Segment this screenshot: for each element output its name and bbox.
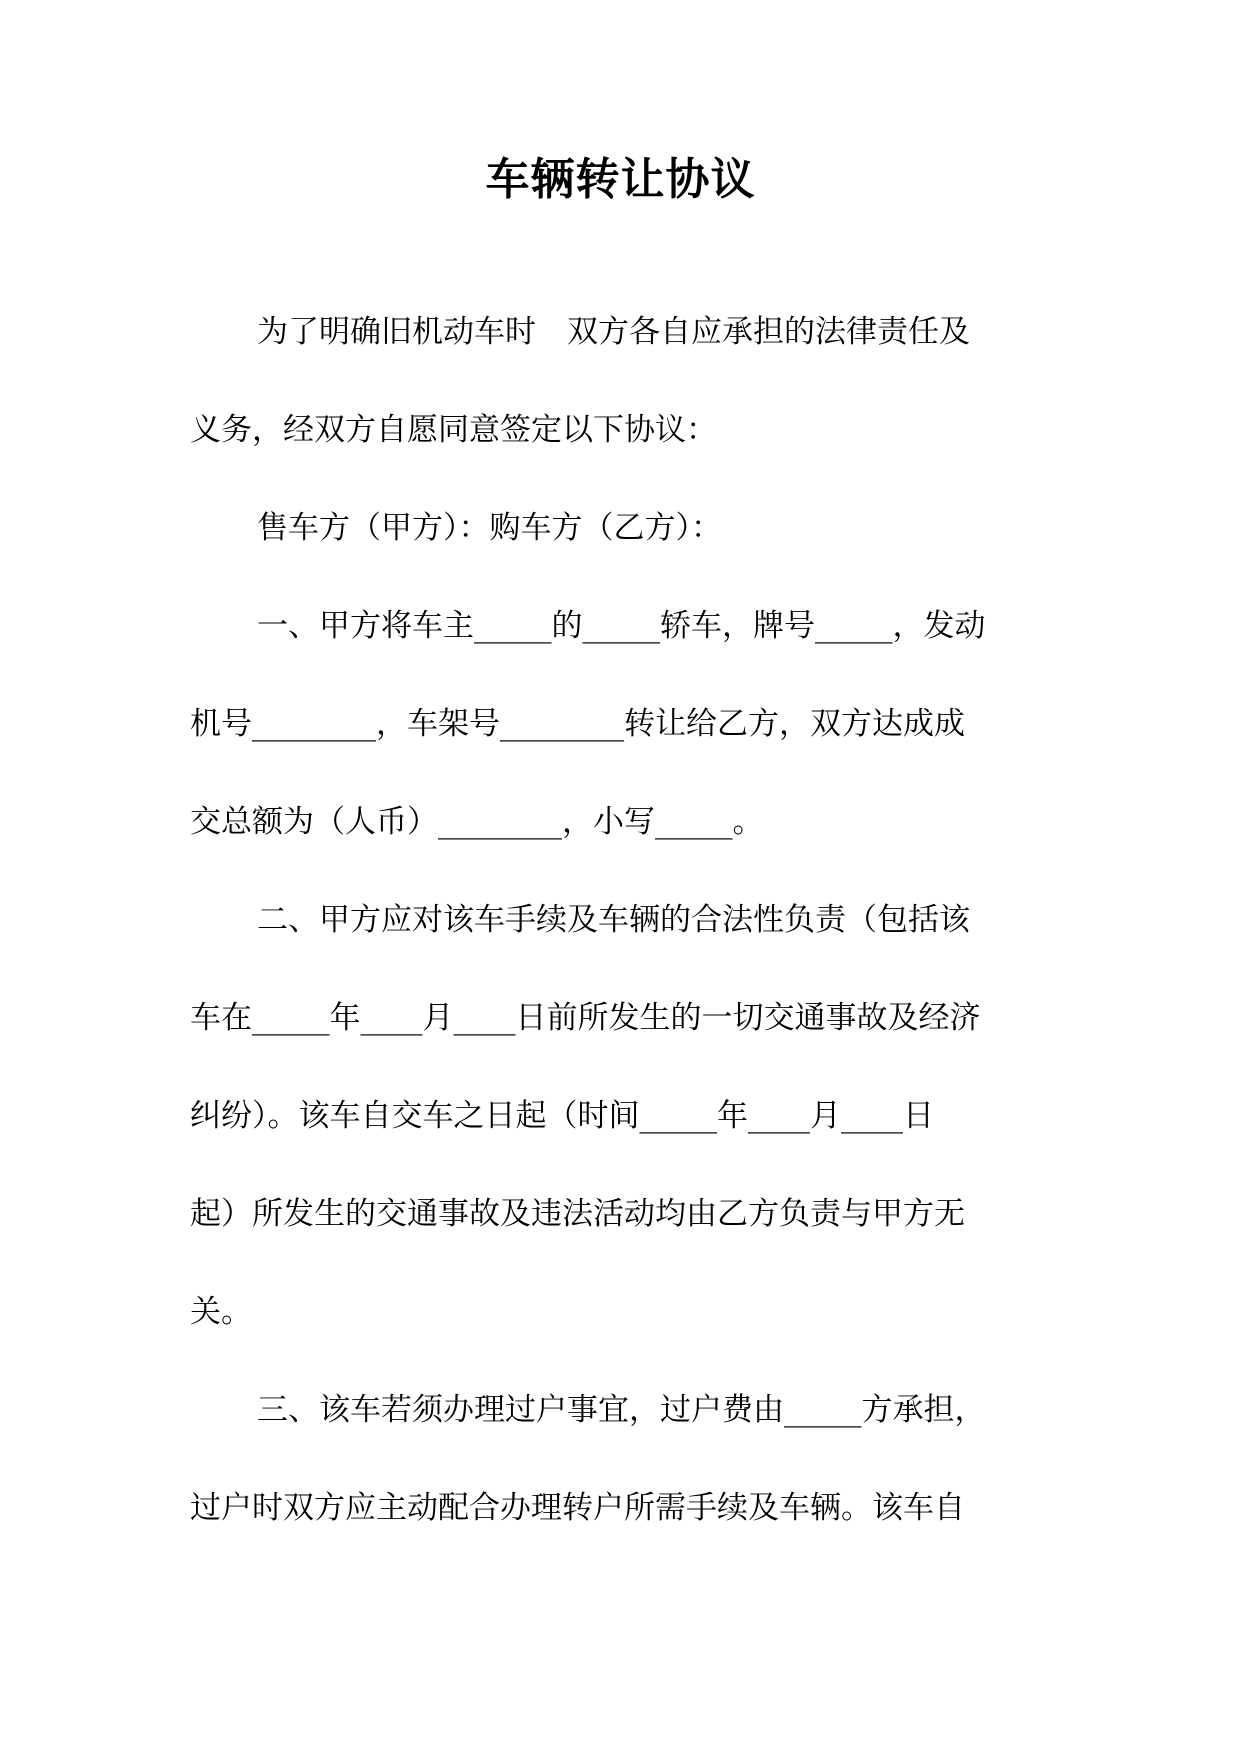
- paragraph-line: 售车方（甲方）：购车方（乙方）：: [257, 510, 722, 546]
- paragraph-line: 一、甲方将车主_____的_____轿车，牌号_____，发动: [257, 608, 986, 644]
- paragraph-line: 三、该车若须办理过户事宜，过户费由_____方承担，: [257, 1392, 986, 1428]
- paragraph-line: 机号________，车架号________转让给乙方，双方达成成: [190, 706, 965, 742]
- paragraph-line: 交总额为（人币）________，小写_____。: [190, 804, 764, 840]
- paragraph-line: 纠纷）。该车自交车之日起（时间_____年____月____日: [190, 1098, 934, 1134]
- paragraph-line: 关。: [190, 1294, 252, 1330]
- paragraph-line: 义务，经双方自愿同意签定以下协议：: [190, 412, 717, 448]
- document-title: 车辆转让协议: [485, 154, 756, 205]
- paragraph-line: 过户时双方应主动配合办理转户所需手续及车辆。该车自: [190, 1490, 965, 1526]
- paragraph-line: 为了明确旧机动车时 双方各自应承担的法律责任及: [257, 314, 970, 350]
- paragraph-line: 二、甲方应对该车手续及车辆的合法性负责（包括该: [257, 902, 970, 938]
- paragraph-line: 起）所发生的交通事故及违法活动均由乙方负责与甲方无: [190, 1196, 965, 1232]
- paragraph-line: 车在_____年____月____日前所发生的一切交通事故及经济: [190, 1000, 981, 1036]
